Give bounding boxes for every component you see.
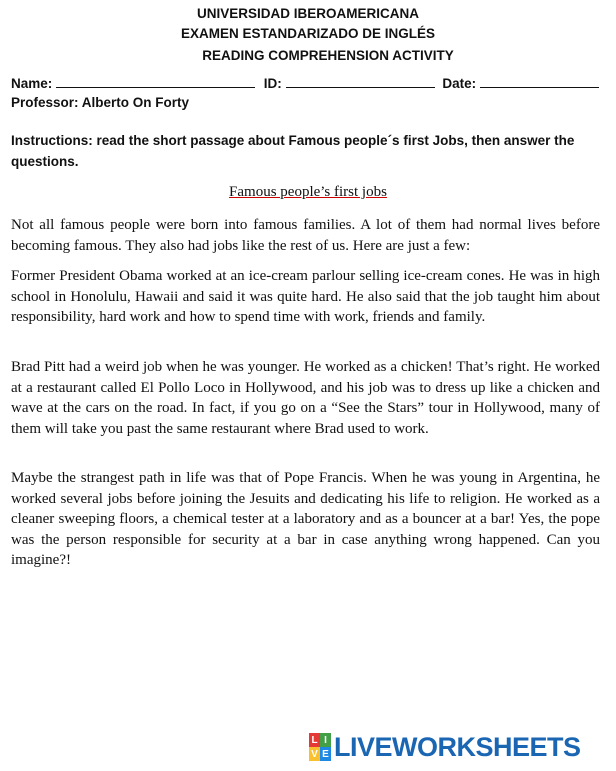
activity-title: READING COMPREHENSION ACTIVITY: [202, 48, 454, 63]
name-field[interactable]: [56, 74, 255, 88]
date-field[interactable]: [480, 74, 599, 88]
liveworksheets-logo-icon: [309, 733, 331, 761]
logo-letter-l: L: [309, 733, 320, 747]
paragraph-intro: Not all famous people were born into famous families. A lot of them had normal lives before becoming famous. They also had jobs like the rest of us. Here are just a few:: [11, 217, 600, 254]
instructions: Instructions: read the short passage about Famous people´s first Jobs, then answer the questions.: [11, 133, 575, 169]
logo-letter-v: V: [309, 747, 320, 761]
id-field[interactable]: [286, 74, 435, 88]
university-title: UNIVERSIDAD IBEROAMERICANA: [196, 6, 419, 21]
logo-letter-e: E: [320, 747, 331, 761]
professor-line: Professor: Alberto On Forty: [11, 95, 190, 110]
paragraph-obama: Former President Obama worked at an ice-cream parlour selling ice-cream cones. He was in high school in Honolulu, Hawaii and said it was quite hard. He also said that the job taught him about responsibility, hard work and how to spend time with work, friends and family.: [11, 268, 600, 326]
liveworksheets-brand: LIVEWORKSHEETS: [334, 731, 581, 762]
passage-title-text: Famous people’s first jobs: [229, 184, 387, 200]
paragraph-pope-francis: Maybe the strangest path in life was that of Pope Francis. When he was young in Argentina, he worked several jobs before joining the Jesuits and dedicating his life to religion. He worked as a cleaner sweeping floors, a chemical tester at a laboratory and as a bouncer at a bar! Yes, the pope was the person responsible for security at a bar in case anything wrong happened. Can you imagine?!: [11, 470, 600, 569]
paragraph-brad-pitt: Brad Pitt had a weird job when he was younger. He worked as a chicken! That’s right. He worked at a restaurant called El Pollo Loco in Hollywood, and his job was to dress up like a chicken and wave at the cars on the road. In fact, if you go on a “See the Stars” tour in Hollywood, many of them will take you past the same restaurant where Brad used to work.: [11, 359, 600, 437]
passage-title: [0, 184, 616, 201]
student-info-row: [11, 74, 599, 91]
liveworksheets-watermark: [309, 732, 581, 762]
exam-title: EXAMEN ESTANDARIZADO DE INGLÉS: [180, 26, 435, 41]
logo-letter-i: I: [320, 733, 331, 747]
name-label: Name:: [11, 76, 53, 91]
id-label: ID:: [263, 76, 282, 91]
date-label: Date:: [442, 76, 477, 91]
